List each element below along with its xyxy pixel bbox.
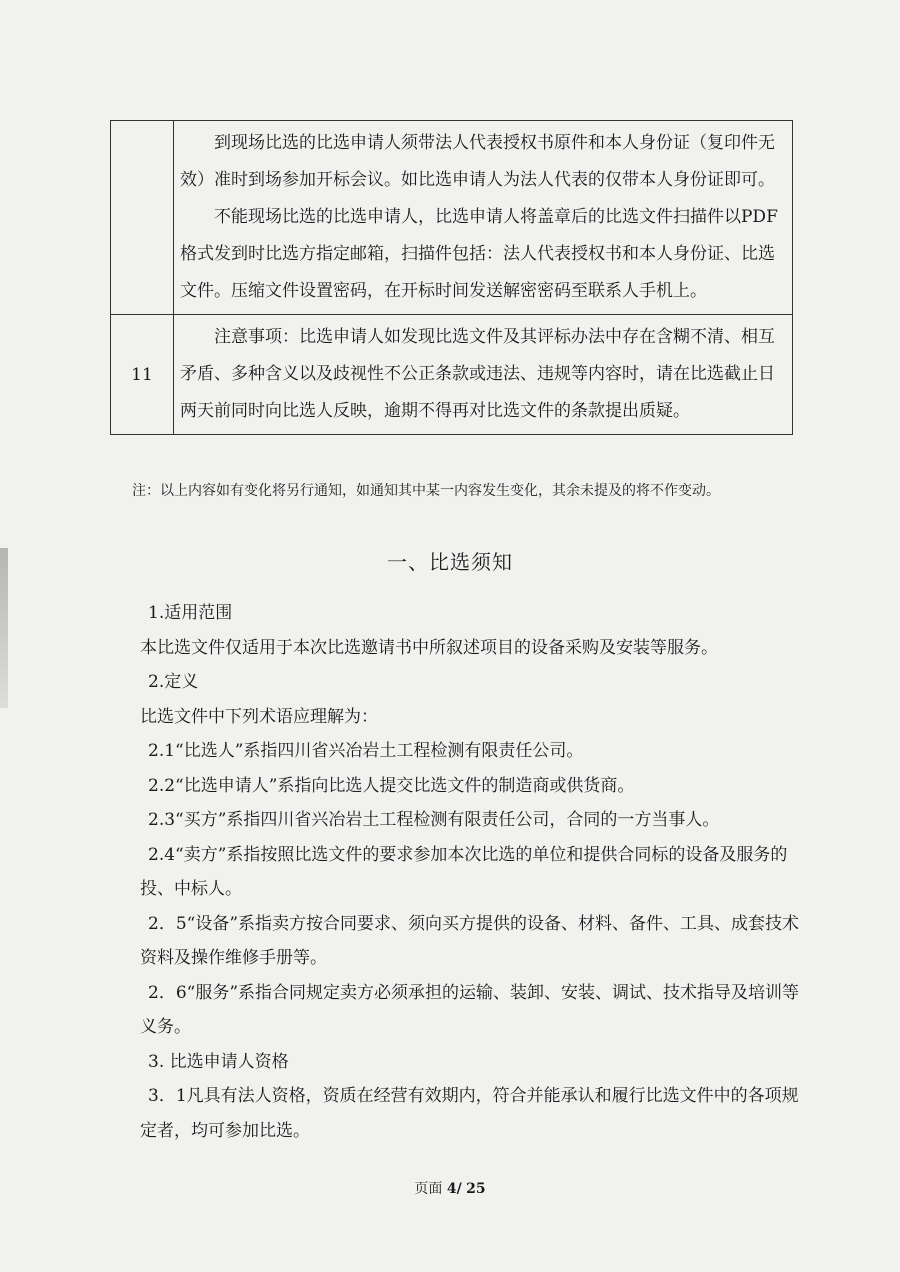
row-number-cell [111, 121, 174, 315]
row-number-cell: 11 [111, 315, 174, 435]
table-paragraph: 注意事项：比选申请人如发现比选文件及其评标办法中存在含糊不清、相互矛盾、多种含义以及歧视性不公正条款或违法、违规等内容时，请在比选截止日两天前同时向比选人反映，逾期不得再对比选文件的条款提出质疑。 [180, 327, 775, 421]
paragraph: 2.4“卖方”系指按照比选文件的要求参加本次比选的单位和提供合同标的设备及服务的投、中标人。 [140, 844, 788, 899]
paragraph: 2．6“服务”系指合同规定卖方必须承担的运输、装卸、安装、调试、技术指导及培训等义务。 [140, 982, 800, 1037]
table-row [111, 121, 793, 315]
paragraph: 2.1“比选人”系指四川省兴冶岩土工程检测有限责任公司。 [148, 741, 584, 761]
table-paragraph: 不能现场比选的比选申请人，比选申请人将盖章后的比选文件扫描件以PDF格式发到时比选方指定邮箱，扫描件包括：法人代表授权书和本人身份证、比选文件。压缩文件设置密码，在开标时间发送解密密码至联系人手机上。 [180, 207, 778, 301]
row-content-cell [174, 121, 793, 315]
table-paragraph: 到现场比选的比选申请人须带法人代表授权书原件和本人身份证（复印件无效）准时到场参加开标会议。如比选申请人为法人代表的仅带本人身份证即可。 [180, 133, 775, 190]
page-total: 25 [466, 1181, 486, 1197]
paragraph: 2.定义 [148, 672, 199, 692]
paragraph: 2．5“设备”系指卖方按合同要求、须向买方提供的设备、材料、备件、工具、成套技术资料及操作维修手册等。 [140, 913, 800, 968]
paragraph: 1.适用范围 [148, 603, 233, 623]
paragraph: 2.2“比选申请人”系指向比选人提交比选文件的制造商或供货商。 [148, 775, 635, 796]
section-body [140, 596, 800, 1148]
row-content-cell [174, 315, 793, 435]
paragraph: 本比选文件仅适用于本次比选邀请书中所叙述项目的设备采购及安装等服务。 [140, 637, 718, 658]
paragraph: 3. 比选申请人资格 [148, 1051, 289, 1072]
section-title: 一、比选须知 [387, 550, 513, 574]
requirements-table [110, 120, 793, 435]
page-label: 页面 [414, 1181, 443, 1197]
page-footer [0, 1178, 900, 1198]
paragraph: 3．1凡具有法人资格，资质在经营有效期内，符合并能承认和履行比选文件中的各项规定者，均可参加比选。 [140, 1086, 799, 1141]
page-number: 4/ [446, 1181, 462, 1197]
paragraph: 2.3“买方”系指四川省兴冶岩土工程检测有限责任公司，合同的一方当事人。 [148, 810, 720, 830]
table-note: 注：以上内容如有变化将另行通知，如通知其中某一内容发生变化，其余未提及的将不作变动。 [132, 483, 720, 499]
table-row [111, 315, 793, 435]
paragraph: 比选文件中下列术语应理解为： [140, 706, 378, 727]
